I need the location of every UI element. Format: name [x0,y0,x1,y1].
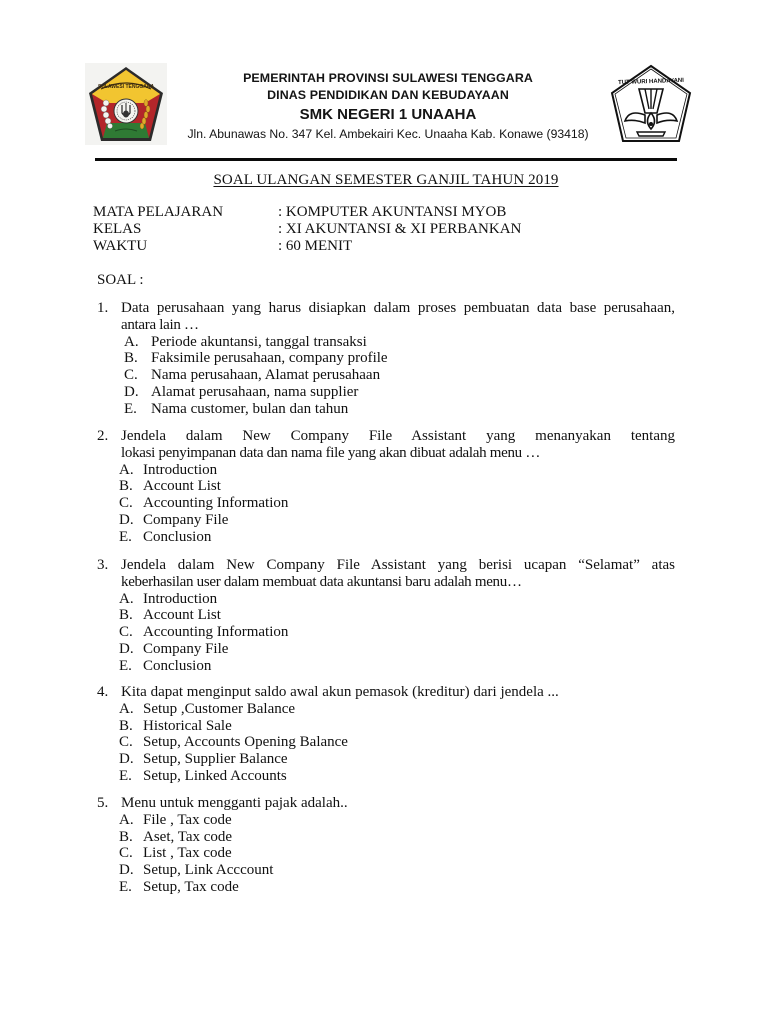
question-2 [97,428,675,546]
option-d [97,512,675,529]
questions-heading: SOAL : [97,272,144,288]
letterhead-text [170,70,606,143]
info-label: MATA PELAJARAN [93,204,224,220]
option-c [97,367,675,384]
exam-title: SOAL ULANGAN SEMESTER GANJIL TAHUN 2019 [213,172,559,188]
option-letter: D. [119,751,134,768]
provincial-crest-icon [85,63,167,145]
option-d [97,384,675,401]
option-text: Conclusion [143,528,212,545]
svg-text:SULAWESI TENGGARA: SULAWESI TENGGARA [97,84,155,90]
question-text: Kita dapat menginput saldo awal akun pemasok (kreditur) dari jendela ... [121,684,559,700]
option-letter: E. [119,657,132,674]
option-text: Aset, Tax code [143,828,233,845]
option-letter: B. [124,350,138,367]
option-c [97,495,675,512]
option-e [97,401,675,418]
option-a [97,701,675,718]
option-b [97,478,675,495]
option-e [97,658,675,675]
question-3 [97,557,675,675]
option-letter: D. [124,383,139,400]
option-b [97,607,675,624]
option-text: Historical Sale [143,717,232,734]
option-text: Nama customer, bulan dan tahun [151,400,349,417]
question-number: 1. [97,300,109,316]
question-number: 3. [97,557,109,573]
option-letter: E. [119,767,132,784]
info-value: : KOMPUTER AKUNTANSI MYOB [278,204,507,220]
info-label: WAKTU [93,238,148,254]
option-d [97,751,675,768]
option-b [97,350,675,367]
option-text: Periode akuntansi, tanggal transaksi [151,333,367,350]
option-a [97,591,675,608]
government-name: PEMERINTAH PROVINSI SULAWESI TENGGARA [243,71,533,85]
question-text-continued: antara lain … [121,316,199,333]
option-letter: A. [124,333,139,350]
question-4 [97,684,675,785]
option-text: Setup, Tax code [143,878,239,895]
info-row-class [93,221,521,238]
option-letter: A. [119,590,134,607]
option-letter: D. [119,862,134,879]
question-text-continued: keberhasilan user dalam membuat data akuntansi baru adalah menu… [121,573,522,590]
option-letter: E. [119,878,132,895]
option-letter: C. [119,734,133,751]
info-row-time [93,238,521,255]
question-5 [97,795,675,896]
option-letter: A. [119,700,134,717]
option-text: File , Tax code [143,811,232,828]
option-text: Account List [143,478,221,495]
option-e [97,529,675,546]
option-text: Setup, Link Acccount [143,862,274,879]
option-c [97,624,675,641]
option-text: Setup, Linked Accounts [143,767,287,784]
option-text: Setup, Supplier Balance [143,751,288,768]
option-text: Setup ,Customer Balance [143,700,296,717]
option-letter: C. [119,624,133,641]
option-e [97,879,675,896]
option-d [97,641,675,658]
option-letter: E. [124,400,137,417]
option-text: Faksimile perusahaan, company profile [151,350,388,367]
option-b [97,829,675,846]
exam-info [93,204,521,255]
question-text-continued: lokasi penyimpanan data dan nama file yang akan dibuat adalah menu … [121,444,541,461]
option-letter: A. [119,811,134,828]
option-c [97,845,675,862]
option-d [97,862,675,879]
option-letter: C. [119,845,133,862]
question-number: 4. [97,684,109,700]
school-address: Jln. Abunawas No. 347 Kel. Ambekairi Kec. Unaaha Kab. Konawe (93418) [187,127,589,141]
option-letter: B. [119,828,133,845]
question-text: Data perusahaan yang harus disiapkan dalam proses pembuatan data base perusahaan, [121,300,675,316]
option-text: Account List [143,607,221,624]
option-text: Nama perusahaan, Alamat perusahaan [151,367,381,384]
option-c [97,734,675,751]
info-row-subject [93,204,521,221]
option-text: Setup, Accounts Opening Balance [143,734,348,751]
department-name: DINAS PENDIDIKAN DAN KEBUDAYAAN [267,88,509,102]
option-text: Introduction [143,590,218,607]
question-number: 2. [97,428,109,444]
question-text: Jendela dalam New Company File Assistant yang menanyakan tentang [121,428,675,444]
info-value: : 60 MENIT [278,238,353,254]
option-letter: A. [119,461,134,478]
info-label: KELAS [93,221,142,237]
question-text: Jendela dalam New Company File Assistant yang berisi ucapan “Selamat” atas [121,557,675,573]
option-text: Accounting Information [143,624,289,641]
question-1 [97,300,675,418]
option-letter: B. [119,478,133,495]
option-b [97,718,675,735]
svg-text:TUT WURI HANDAYANI: TUT WURI HANDAYANI [617,77,685,87]
info-value: : XI AKUNTANSI & XI PERBANKAN [278,221,522,237]
option-letter: B. [119,717,133,734]
option-text: List , Tax code [143,845,232,862]
option-text: Conclusion [143,657,212,674]
letterhead-divider [95,158,677,161]
option-text: Company File [143,511,229,528]
tut-wuri-handayani-emblem-icon [609,63,693,145]
option-a [97,812,675,829]
option-letter: B. [119,607,133,624]
option-text: Alamat perusahaan, nama supplier [151,383,359,400]
option-e [97,768,675,785]
option-letter: E. [119,528,132,545]
option-text: Accounting Information [143,495,289,512]
option-text: Company File [143,640,229,657]
question-number: 5. [97,795,109,811]
question-text: Menu untuk mengganti pajak adalah.. [121,795,348,811]
school-name: SMK NEGERI 1 UNAAHA [299,106,477,123]
option-text: Introduction [143,461,218,478]
option-letter: C. [119,495,133,512]
option-letter: D. [119,511,134,528]
option-a [97,462,675,479]
option-a [97,334,675,351]
option-letter: D. [119,640,134,657]
option-letter: C. [124,367,138,384]
